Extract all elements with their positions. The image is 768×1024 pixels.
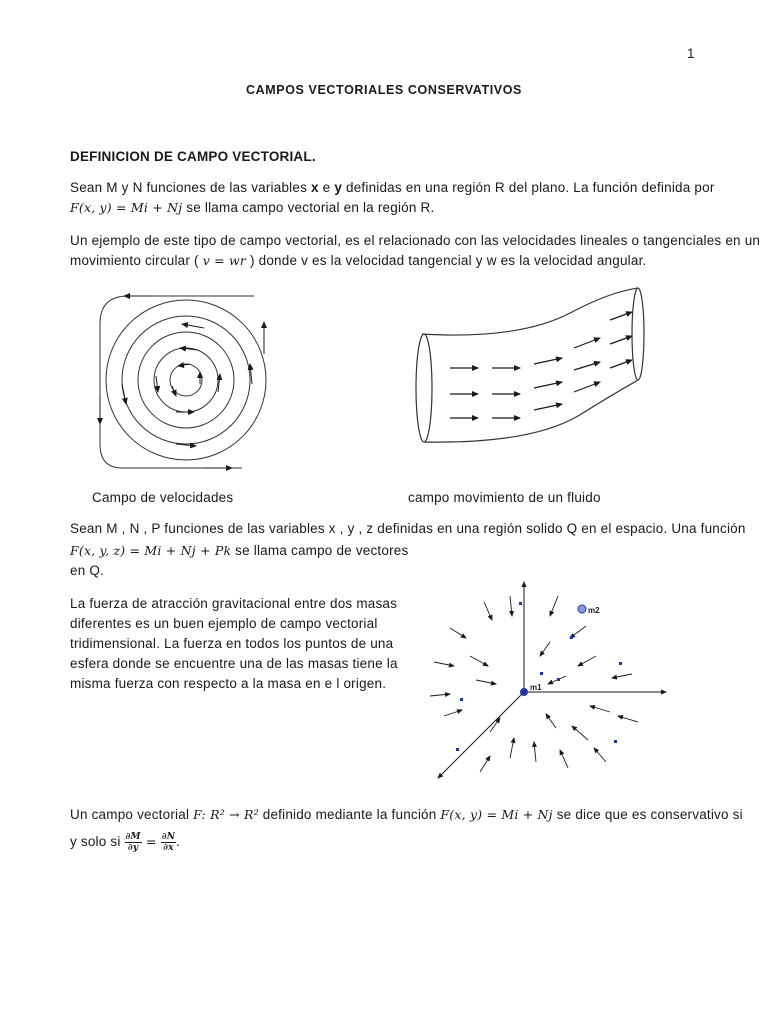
formula-field-3d: F(x, y, z) = Mi + Nj + Pk	[70, 543, 232, 558]
mass-m1-label: m1	[530, 683, 542, 692]
fraction-denominator: ∂y	[127, 842, 139, 853]
text-span: ) donde v es la velocidad tangencial y w es la velocidad angular.	[246, 253, 647, 268]
force-arrow	[546, 714, 556, 728]
paragraph-4-line: esfera donde se encuentre una de las masas tiene la	[70, 656, 398, 671]
outer-flow-line	[100, 296, 254, 468]
flow-arrow	[534, 404, 562, 410]
text-span: se llama campo vectorial en la región R.	[182, 200, 435, 215]
flow-arrow	[610, 312, 632, 320]
force-arrow	[450, 628, 466, 638]
paragraph-3-line-1: Sean M , N , P funciones de las variables x , y , z definidas en una región solido Q en el espacio. Una función	[70, 521, 746, 536]
force-arrow	[572, 726, 588, 740]
formula-field-2d: F(x, y) = Mi + Nj	[70, 200, 183, 215]
section-heading: DEFINICION DE CAMPO VECTORIAL.	[70, 149, 316, 164]
paragraph-3-line-3: en Q.	[70, 563, 105, 578]
variable-y: y	[334, 180, 343, 195]
force-arrow	[510, 738, 514, 758]
force-arrow	[476, 680, 496, 684]
sample-point	[456, 748, 459, 751]
force-arrow	[618, 716, 638, 722]
flow-arrow	[574, 382, 600, 392]
sample-point	[614, 740, 617, 743]
orbit-ring	[106, 300, 266, 460]
caption-fluid-flow: campo movimiento de un fluido	[408, 490, 601, 505]
fraction-numerator: ∂M	[125, 831, 141, 842]
fluid-flow-figure	[410, 284, 650, 454]
x-axis	[438, 692, 524, 778]
flow-arrow	[122, 384, 126, 404]
formula-mapping: F: R² → R²	[193, 807, 259, 822]
paragraph-4-line: tridimensional. La fuerza en todos los puntos de una	[70, 636, 394, 651]
force-arrow	[590, 706, 610, 712]
force-arrow	[480, 756, 490, 772]
flow-arrow	[574, 362, 600, 370]
formula-field-2d: F(x, y) = Mi + Nj	[440, 807, 553, 822]
force-arrow	[594, 748, 606, 762]
sample-point	[519, 602, 522, 605]
page-number: 1	[687, 46, 695, 61]
force-arrow	[560, 750, 568, 768]
paragraph-4-line: diferentes es un buen ejemplo de campo vectorial	[70, 616, 378, 631]
flow-arrow	[172, 386, 176, 396]
paragraph-5-line-2	[70, 830, 180, 854]
mass-m2-label: m2	[588, 606, 600, 615]
flow-arrow	[574, 338, 600, 348]
paragraph-1-line-1	[70, 178, 715, 198]
mass-m2-dot	[578, 605, 586, 613]
tube-inlet	[416, 334, 432, 442]
paragraph-3-line-2	[70, 541, 408, 561]
text-span: definido mediante la función	[258, 807, 441, 822]
force-arrow	[470, 656, 488, 666]
equals-sign: =	[141, 834, 161, 849]
fraction-dM-dy	[125, 832, 142, 853]
force-arrow	[444, 710, 462, 716]
flow-arrow	[156, 376, 158, 392]
paragraph-4-line: misma fuerza con respecto a la masa en e l origen.	[70, 676, 387, 691]
text-span: Un campo vectorial	[70, 807, 194, 822]
force-arrow	[434, 662, 454, 666]
text-span: se dice que es conservativo si	[552, 807, 743, 822]
document-title: CAMPOS VECTORIALES CONSERVATIVOS	[246, 83, 522, 97]
period: .	[176, 834, 181, 849]
sample-point	[557, 678, 560, 681]
force-arrow	[578, 656, 596, 666]
variable-x: x	[310, 180, 319, 195]
flow-arrow	[610, 336, 632, 344]
tube-bottom-edge	[424, 380, 638, 442]
paragraph-1-line-2	[70, 198, 434, 218]
text-span: se llama campo de vectores	[231, 543, 409, 558]
paragraph-5-line-1	[70, 805, 743, 825]
flow-arrow	[610, 360, 632, 368]
force-arrow	[612, 674, 632, 678]
flow-arrow	[534, 382, 562, 388]
text-span: movimiento circular (	[70, 253, 203, 268]
paragraph-2-line-1: Un ejemplo de este tipo de campo vectorial, es el relacionado con las velocidades lineales o tangenciales en un	[70, 233, 761, 248]
orbit-ring	[170, 364, 202, 396]
fraction-numerator: ∂N	[161, 831, 176, 842]
paragraph-2-line-2	[70, 251, 647, 271]
force-arrow	[540, 642, 550, 656]
fraction-denominator: ∂x	[163, 842, 174, 853]
orbit-ring	[122, 316, 250, 444]
gravitational-field-figure	[400, 572, 690, 794]
force-arrow	[430, 694, 450, 696]
force-arrow	[550, 596, 558, 616]
sample-point	[619, 662, 622, 665]
sample-point	[570, 636, 573, 639]
tube-top-edge	[422, 288, 638, 335]
text-span: e	[318, 180, 335, 195]
sample-point	[460, 698, 463, 701]
flow-arrow	[534, 358, 562, 364]
paragraph-4-line: La fuerza de atracción gravitacional entre dos masas	[70, 596, 398, 611]
orbit-ring	[154, 348, 218, 412]
formula-velocity: v = wr	[202, 253, 247, 268]
text-span: Sean M y N funciones de las variables	[70, 180, 311, 195]
flow-arrow	[182, 324, 204, 328]
force-arrow	[510, 596, 512, 616]
force-arrow	[534, 742, 536, 762]
text-span: y solo si	[70, 834, 125, 849]
velocity-field-figure	[92, 284, 282, 484]
fraction-dN-dx	[161, 832, 176, 853]
force-arrow	[484, 602, 492, 620]
sample-point	[540, 672, 543, 675]
text-span: definidas en una región R del plano. La función definida por	[342, 180, 715, 195]
tube-outlet	[632, 288, 644, 380]
mass-m1-dot	[520, 688, 528, 696]
caption-velocity-field: Campo de velocidades	[92, 490, 234, 505]
